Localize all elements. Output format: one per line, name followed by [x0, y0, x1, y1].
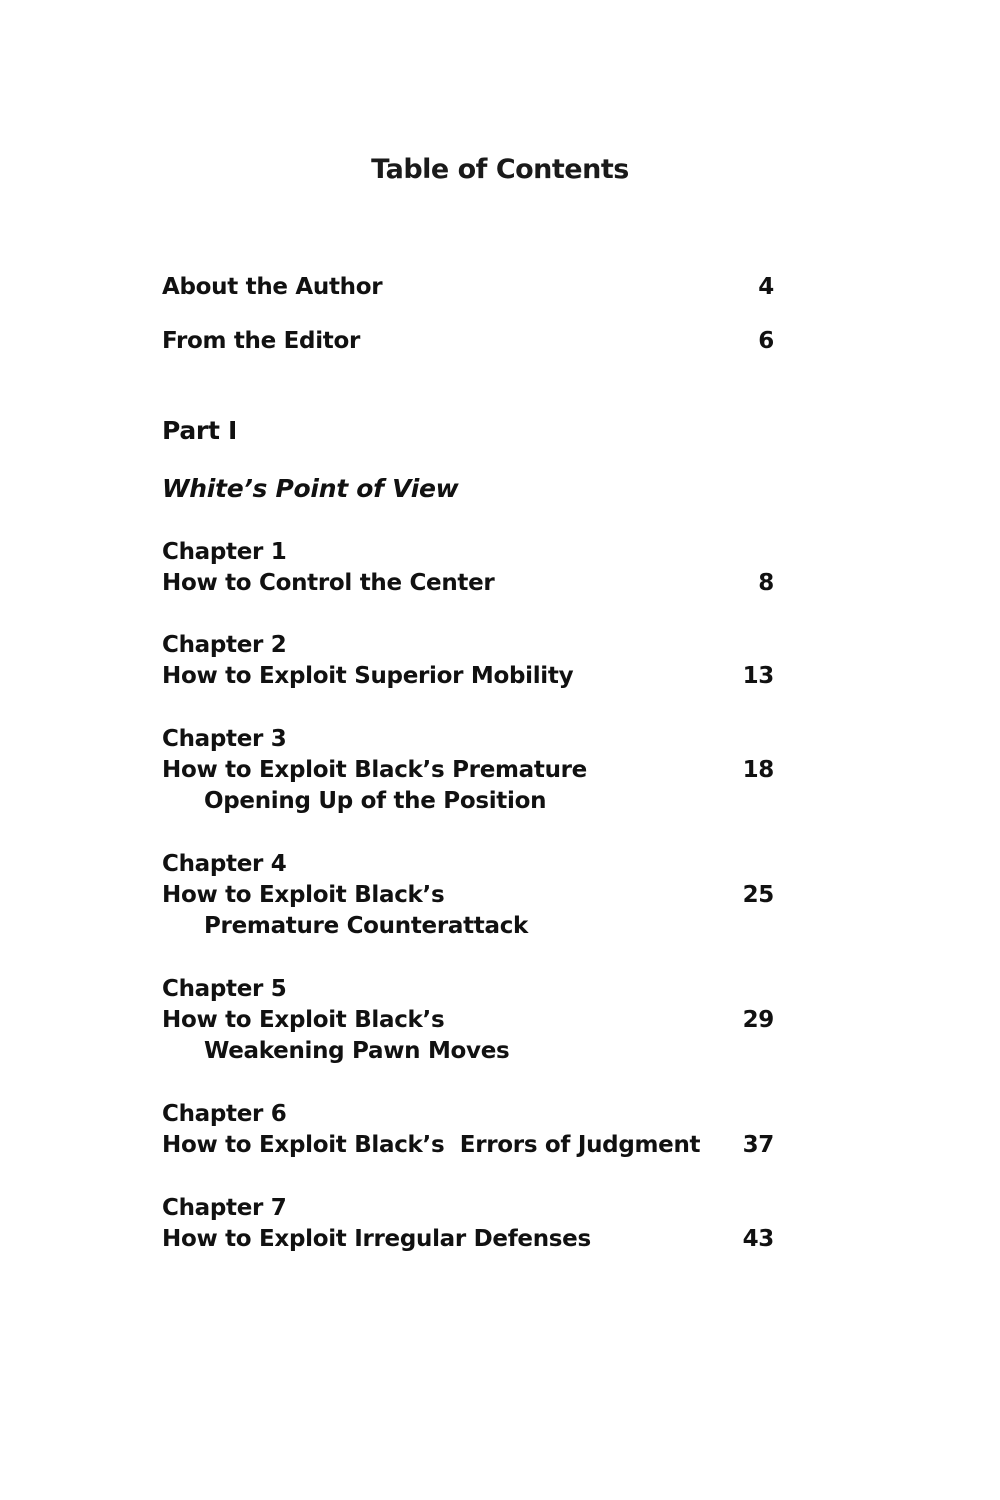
chapter-title-continued: Weakening Pawn Moves	[204, 1038, 510, 1064]
entry-page-number: 8	[758, 570, 774, 596]
chapter-number: Chapter 2	[162, 632, 287, 658]
toc-entry-chapter-4	[162, 849, 774, 942]
toc-entry-chapter-2	[162, 630, 774, 692]
toc-entry-from-editor	[162, 326, 774, 357]
toc-entry-chapter-7	[162, 1193, 774, 1255]
chapter-title-continued: Premature Counterattack	[204, 913, 529, 939]
entry-page-number: 29	[742, 1007, 774, 1033]
entry-page-number: 43	[742, 1226, 774, 1252]
entry-label: From the Editor	[162, 328, 361, 354]
toc-entry-chapter-1	[162, 537, 774, 599]
chapter-number: Chapter 7	[162, 1195, 287, 1221]
chapter-number: Chapter 5	[162, 976, 287, 1002]
entry-label: About the Author	[162, 274, 383, 300]
chapter-title: How to Control the Center	[162, 570, 495, 596]
entry-page-number: 37	[742, 1132, 774, 1158]
part-heading: Part I	[162, 416, 238, 445]
chapter-title: How to Exploit Black’s Premature	[162, 757, 587, 783]
toc-entry-chapter-5	[162, 974, 774, 1067]
toc-entry-chapter-6	[162, 1099, 774, 1161]
chapter-number: Chapter 4	[162, 851, 287, 877]
chapter-title: How to Exploit Black’s Errors of Judgment	[162, 1132, 701, 1158]
part-subtitle: White’s Point of View	[162, 474, 459, 503]
page-title: Table of Contents	[371, 154, 629, 185]
toc-entry-chapter-3	[162, 724, 774, 817]
entry-page-number: 13	[742, 663, 774, 689]
entry-page-number: 6	[758, 328, 774, 354]
entry-page-number: 18	[742, 757, 774, 783]
chapter-number: Chapter 3	[162, 726, 287, 752]
chapter-title-continued: Opening Up of the Position	[204, 788, 547, 814]
chapter-title: How to Exploit Irregular Defenses	[162, 1226, 591, 1252]
entry-page-number: 4	[758, 274, 774, 300]
chapter-title: How to Exploit Superior Mobility	[162, 663, 574, 689]
chapter-title: How to Exploit Black’s	[162, 1007, 445, 1033]
chapter-number: Chapter 1	[162, 539, 287, 565]
chapter-number: Chapter 6	[162, 1101, 287, 1127]
toc-entry-about-author	[162, 272, 774, 303]
chapter-title: How to Exploit Black’s	[162, 882, 445, 908]
toc-list	[162, 0, 774, 1500]
entry-page-number: 25	[742, 882, 774, 908]
